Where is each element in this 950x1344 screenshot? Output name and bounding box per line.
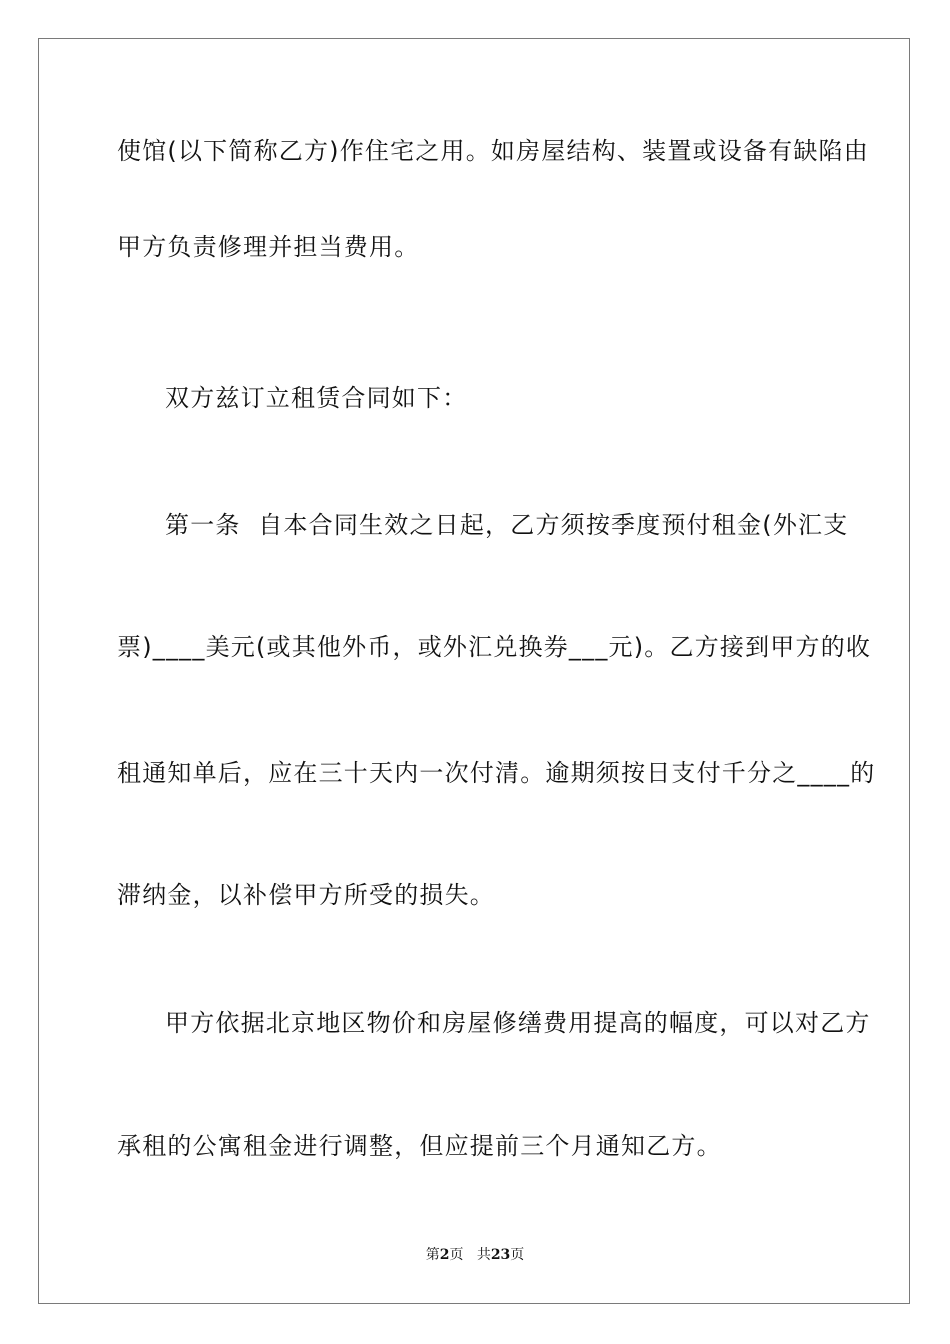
body-line-4: 第一条 自本合同生效之日起，乙方须按季度预付租金(外汇支 [165, 511, 849, 539]
body-line-7: 滞纳金，以补偿甲方所受的损失。 [117, 881, 495, 909]
body-line-3: 双方兹订立租赁合同如下： [165, 384, 468, 412]
body-line-8: 甲方依据北京地区物价和房屋修缮费用提高的幅度，可以对乙方 [165, 1009, 871, 1037]
footer-page-prefix: 第 [425, 1247, 440, 1263]
body-line-2: 甲方负责修理并担当费用。 [117, 233, 420, 261]
body-line-5: 票)____美元(或其他外币，或外汇兑换券___元)。乙方接到甲方的收 [117, 633, 872, 661]
page-footer [0, 1246, 950, 1264]
body-line-9: 承租的公寓租金进行调整，但应提前三个月通知乙方。 [117, 1132, 722, 1160]
page-border [38, 38, 910, 1304]
footer-page-suffix: 页 [449, 1247, 464, 1263]
body-line-6: 租通知单后，应在三十天内一次付清。逾期须按日支付千分之____的 [117, 759, 876, 787]
body-line-1: 使馆(以下简称乙方)作住宅之用。如房屋结构、装置或设备有缺陷由 [117, 137, 869, 165]
footer-page-number: 2 [439, 1247, 450, 1263]
footer-total-suffix: 页 [510, 1247, 525, 1263]
footer-total-pages: 23 [490, 1247, 511, 1263]
footer-total-prefix: 共 [476, 1247, 491, 1263]
